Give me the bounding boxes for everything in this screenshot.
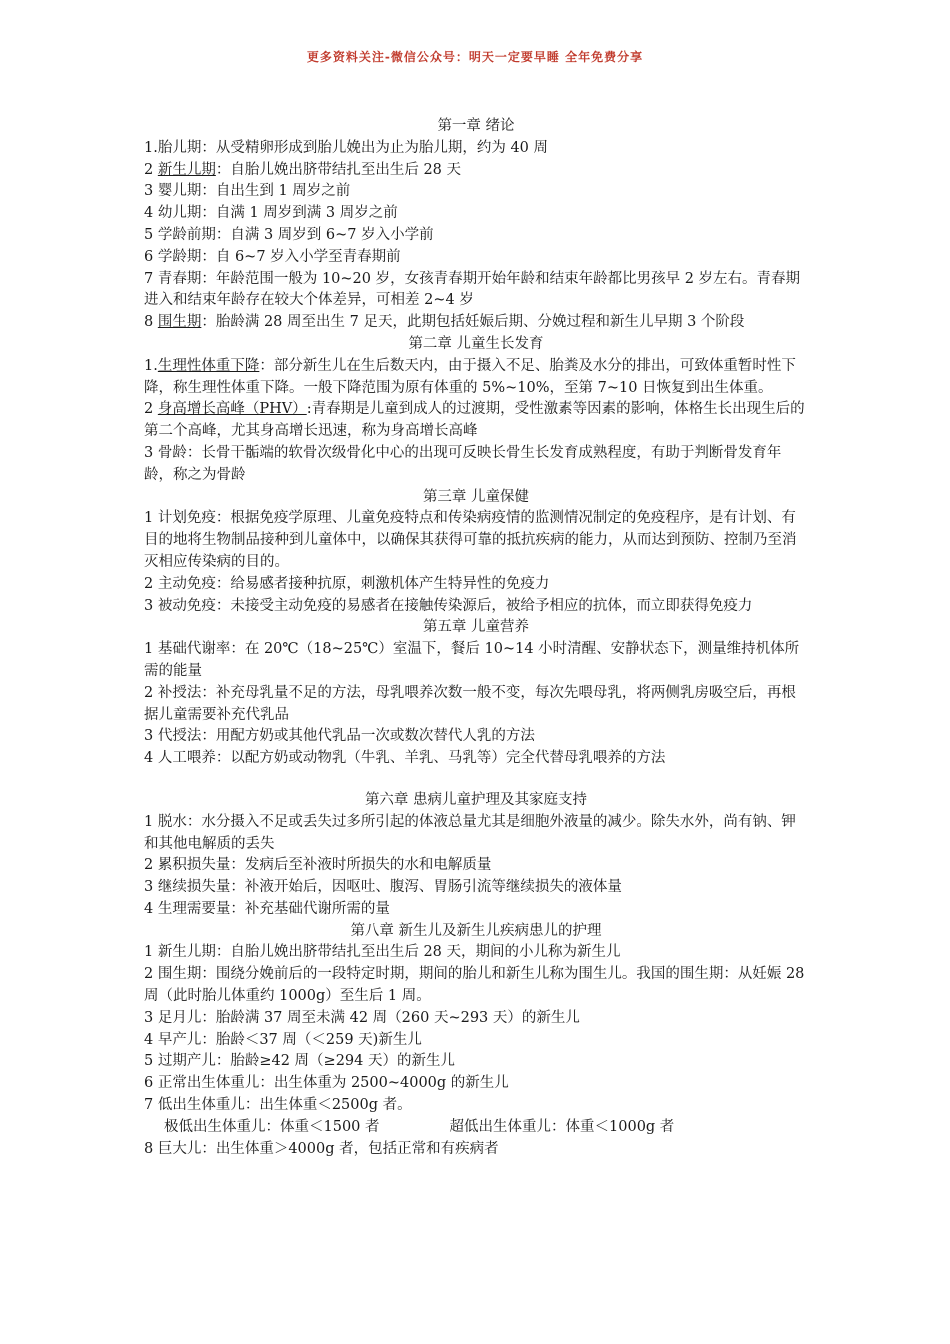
ch3-item-1: 1 计划免疫：根据免疫学原理、儿童免疫特点和传染病疫情的监测情况制定的免疫程序，是有计划、有目的地将生物制品接种到儿童体中，以确保其获得可靠的抵抗疾病的能力，从而达到预防、控制乃至消灭相应传染病的目的。 — [144, 510, 797, 570]
ch8-item-7-subtypes — [144, 1117, 808, 1139]
ch8-item-6: 6 正常出生体重儿：出生体重为 2500~4000g 的新生儿 — [144, 1075, 509, 1092]
extremely-low-birth-weight: 超低出生体重儿：体重＜1000g 者 — [449, 1118, 675, 1135]
chapter-6-title: 第六章 患病儿童护理及其家庭支持 — [364, 791, 588, 808]
ch5-item-3: 3 代授法：用配方奶或其他代乳品一次或数次替代人乳的方法 — [144, 728, 535, 745]
very-low-birth-weight: 极低出生体重儿：体重＜1500 者 — [164, 1118, 380, 1135]
ch5-item-4: 4 人工喂养：以配方奶或动物乳（牛乳、羊乳、马乳等）完全代替母乳喂养的方法 — [144, 750, 666, 767]
ch6-item-1: 1 脱水：水分摄入不足或丢失过多所引起的体液总量尤其是细胞外液量的减少。除失水外，尚有钠、钾和其他电解质的丢失 — [144, 813, 796, 852]
term-phv: 身高增长高峰（PHV） — [157, 401, 307, 418]
ch6-item-2: 2 累积损失量：发病后至补液时所损失的水和电解质量 — [144, 857, 492, 874]
ch3-item-3: 3 被动免疫：未接受主动免疫的易感者在接触传染源后，被给予相应的抗体，而立即获得免疫力 — [144, 597, 753, 614]
ch1-item-6: 6 学龄期：自 6~7 岁入小学至青春期前 — [144, 248, 401, 265]
ch8-item-1: 1 新生儿期：自胎儿娩出脐带结扎至出生后 28 天，期间的小儿称为新生儿 — [144, 944, 621, 961]
chapter-2-title: 第二章 儿童生长发育 — [408, 335, 544, 352]
document-body — [144, 116, 808, 1160]
chapter-3-title: 第三章 儿童保健 — [422, 488, 530, 505]
ch2-item-2: 2 身高增长高峰（PHV）:青春期是儿童到成人的过渡期，受性激素等因素的影响，体格生长出现生后的第二个高峰，尤其身高增长迅速，称为身高增长高峰 — [144, 401, 805, 440]
ch1-item-7: 7 青春期：年龄范围一般为 10~20 岁，女孩青春期开始年龄和结束年龄都比男孩早 2 岁左右。青春期进入和结束年龄存在较大个体差异，可相差 2~4 岁 — [144, 270, 801, 309]
ch1-item-3: 3 婴儿期：自出生到 1 周岁之前 — [144, 183, 351, 200]
ch5-item-2: 2 补授法：补充母乳量不足的方法，母乳喂养次数一般不变，每次先喂母乳，将两侧乳房吸空后，再根据儿童需要补充代乳品 — [144, 684, 796, 723]
ch2-item-3: 3 骨龄：长骨干骺端的软骨次级骨化中心的出现可反映长骨生长发育成熟程度，有助于判断骨发育年龄，称之为骨龄 — [144, 444, 782, 483]
term-neonatal-period: 新生儿期 — [157, 161, 216, 178]
ch6-item-4: 4 生理需要量：补充基础代谢所需的量 — [144, 900, 390, 917]
ch1-item-5: 5 学龄前期：自满 3 周岁到 6~7 岁入小学前 — [144, 226, 434, 243]
ch8-item-2: 2 围生期：围绕分娩前后的一段特定时期，期间的胎儿和新生儿称为围生儿。我国的围生期：从妊娠 28 周（此时胎儿体重约 1000g）至生后 1 周。 — [144, 966, 805, 1005]
section-spacer — [144, 770, 808, 790]
ch8-item-4: 4 早产儿：胎龄＜37 周（＜259 天)新生儿 — [144, 1031, 422, 1048]
ch1-item-2: 2 新生儿期：自胎儿娩出脐带结扎至出生后 28 天 — [144, 161, 462, 178]
ch2-item-1: 1.生理性体重下降：部分新生儿在生后数天内，由于摄入不足、胎粪及水分的排出，可致体重暂时性下降，称生理性体重下降。一般下降范围为原有体重的 5%~10%，至第 7~10 日恢复到出生体重。 — [144, 357, 796, 396]
ch1-item-4: 4 幼儿期：自满 1 周岁到满 3 周岁之前 — [144, 205, 398, 222]
ch1-item-8: 8 围生期：胎龄满 28 周至出生 7 足天，此期包括妊娠后期、分娩过程和新生儿早期 3 个阶段 — [144, 314, 745, 331]
ch3-item-2: 2 主动免疫：给易感者接种抗原，刺激机体产生特异性的免疫力 — [144, 575, 550, 592]
ch8-item-7: 7 低出生体重儿：出生体重＜2500g 者。 — [144, 1097, 412, 1114]
term-physiological-weight-loss: 生理性体重下降 — [157, 357, 260, 374]
ch6-item-3: 3 继续损失量：补液开始后，因呕吐、腹泻、胃肠引流等继续损失的液体量 — [144, 879, 622, 896]
chapter-8-title: 第八章 新生儿及新生儿疾病患儿的护理 — [350, 922, 602, 939]
promo-header: 更多资料关注-微信公众号：明天一定要早睡 全年免费分享 — [306, 50, 644, 64]
ch8-item-8: 8 巨大儿：出生体重＞4000g 者，包括正常和有疾病者 — [144, 1140, 499, 1157]
ch5-item-1: 1 基础代谢率：在 20℃（18~25℃）室温下，餐后 10~14 小时清醒、安静状态下，测量维持机体所需的能量 — [144, 641, 800, 679]
ch8-item-3: 3 足月儿：胎龄满 37 周至未满 42 周（260 天~293 天）的新生儿 — [144, 1009, 580, 1026]
ch8-item-5: 5 过期产儿：胎龄≥42 周（≥294 天）的新生儿 — [144, 1053, 455, 1070]
ch1-item-1: 1.胎儿期：从受精卵形成到胎儿娩出为止为胎儿期，约为 40 周 — [144, 139, 549, 156]
chapter-5-title: 第五章 儿童营养 — [422, 619, 530, 636]
chapter-1-title: 第一章 绪论 — [437, 118, 515, 134]
term-perinatal-period: 围生期 — [157, 314, 202, 331]
